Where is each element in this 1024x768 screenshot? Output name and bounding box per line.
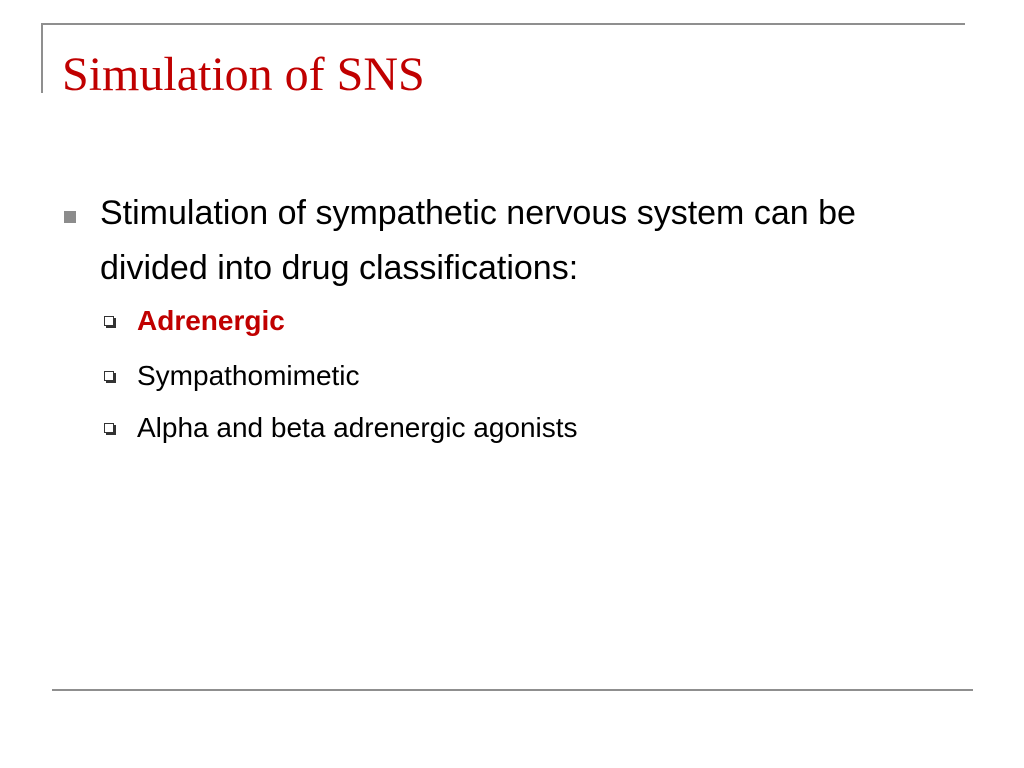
square-bullet-icon (64, 211, 76, 223)
sub-bullet-text: Adrenergic (137, 305, 285, 336)
sub-bullet-item (100, 400, 960, 455)
main-bullet-text: Stimulation of sympathetic nervous system can be divided into drug classifications: (100, 194, 856, 287)
sub-bullet-text: Alpha and beta adrenergic agonists (137, 412, 578, 443)
frame-top-line (43, 23, 965, 25)
frame-left-line (41, 23, 43, 93)
sub-bullet-text: Sympathomimetic (137, 360, 360, 391)
sub-bullet-item (100, 348, 960, 403)
slide-title: Simulation of SNS (62, 48, 425, 101)
sub-bullet-item (100, 293, 960, 348)
footer-divider (52, 689, 973, 691)
hollow-square-bullet-icon (104, 423, 114, 433)
hollow-square-bullet-icon (104, 316, 114, 326)
hollow-square-bullet-icon (104, 371, 114, 381)
